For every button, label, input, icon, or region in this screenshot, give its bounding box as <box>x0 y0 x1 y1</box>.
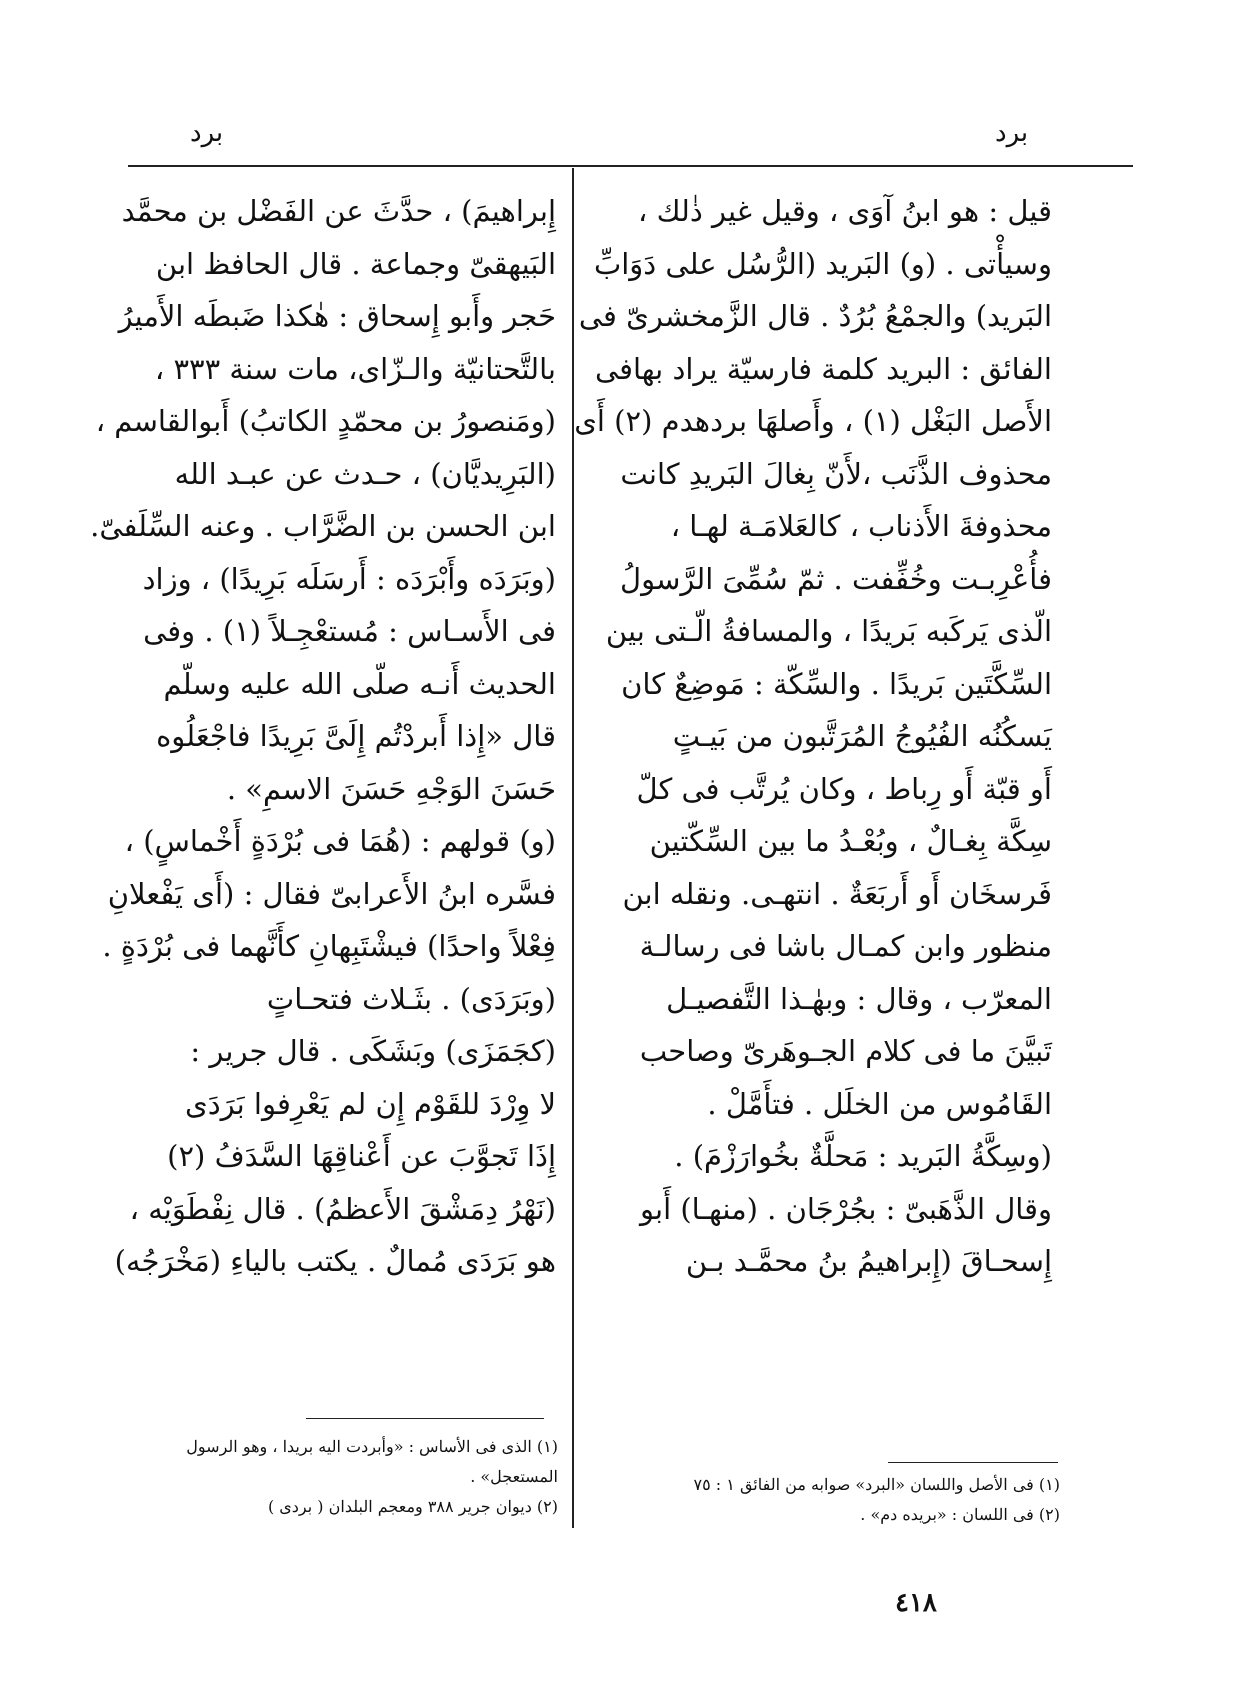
text-line: البَيهقىّ وجماعة . قال الحافظ ابن <box>155 246 556 281</box>
footnotes-left <box>118 1432 558 1522</box>
text-line: فى الأَسـاس : مُستعْجِـلاً (١) . وفى <box>143 614 556 648</box>
text-line: (و) قولهم : (هُمَا فى بُرْدَةٍ أَخْماسٍ) ، <box>124 824 556 858</box>
text-line: القَامُوس من الخلَل . فتأَمَّلْ . <box>707 1086 1052 1121</box>
text-line: تَبيَّنَ ما فى كلام الجـوهَرىّ وصاحب <box>639 1034 1052 1068</box>
text-line: الحديث أَنـه صلّى الله عليه وسلّم <box>163 666 556 701</box>
text-line: (كجَمَزَى) وبَشَكَى . قال جرير : <box>190 1034 556 1068</box>
text-line: حَسَنَ الوَجْهِ حَسَنَ الاسمِ» . <box>226 771 556 806</box>
text-line: فِعْلاً واحدًا) فيشْتَبِهانِ كأَنَّهما فى بُرْدَةٍ . <box>102 929 556 963</box>
text-line: هو بَرَدَى مُمالٌ . يكتب بالياءِ (مَخْرَجُه) <box>114 1244 556 1278</box>
left-column <box>90 185 556 1288</box>
text-line: محذوف الذَّنَب ،لأَنّ بِغالَ البَريدِ كانت <box>620 456 1052 491</box>
text-line: ابن الحسن بن الضَّرَّاب . وعنه السِّلَفىّ. <box>90 509 556 543</box>
header-left-word: برد <box>190 118 224 148</box>
text-line: (وبَرَدَى) . بثَـلاث فتحـاتٍ <box>266 981 556 1016</box>
text-line: (البَرِيديَّان) ، حـدث عن عبـد الله <box>174 456 556 491</box>
text-line: (وسِكَّةُ البَريد : مَحلَّةٌ بخُوارَزْمَ) . <box>674 1139 1052 1173</box>
text-line: إِسحـاقَ (إِبراهيمُ بنُ محمَّـد بـن <box>685 1244 1052 1278</box>
text-line: الفائق : البريد كلمة فارسيّة يراد بهافى <box>594 351 1052 386</box>
text-line: بالتَّحتانيّة والـزّاى، مات سنة ٣٣٣ ، <box>154 351 556 386</box>
text-line: (وبَرَدَه وأَبْرَدَه : أَرسَلَه بَرِيدًا) ، وزاد <box>142 561 556 596</box>
header-right-word: برد <box>995 118 1029 148</box>
footnote-rule-left <box>306 1418 544 1419</box>
text-line: فسَّره ابنُ الأَعرابىّ فقال : (أَى يَفْعلانِ <box>107 876 556 911</box>
text-line: وسيأْتى . (و) البَريد (الرُّسُل على دَوَابِّ <box>593 246 1052 281</box>
text-line: الأَصل البَغْل (١) ، وأَصلهَا بردهدم (٢) أَى <box>574 404 1052 438</box>
text-line: فَرسخَان أَو أَربَعَةٌ . انتهـى. ونقله ابن <box>622 876 1052 911</box>
footnotes-right <box>600 1470 1060 1530</box>
text-line: لا وِرْدَ للقَوْم إِن لم يَعْرِفوا بَرَدَى <box>185 1086 556 1121</box>
text-line: السِّكَّتَين بَريدًا . والسِّكّة : مَوضِعٌ كان <box>621 666 1052 701</box>
text-line: محذوفةَ الأَذناب ، كالعَلامَـة لهـا ، <box>670 509 1052 543</box>
top-rule <box>128 165 1133 167</box>
text-line: المعرّب ، وقال : وبهٰـذا التَّفصيـل <box>666 981 1052 1016</box>
text-line: منظور وابن كمـال باشا فى رسالـة <box>639 929 1052 963</box>
text-line: البَريد) والجمْعُ بُرُدٌ . قال الزَّمخشرىّ فى <box>578 299 1052 333</box>
footnote: (٢) فى اللسان : «بريده دم» . <box>860 1505 1060 1524</box>
text-line: الّذى يَركَبه بَريدًا ، والمسافةُ الّـتى بين <box>605 614 1052 648</box>
text-line: وقال الذَّهَبىّ : بجُرْجَان . (منهـا) أَبو <box>640 1191 1052 1226</box>
footnote: المستعجل» . <box>470 1467 558 1486</box>
right-column <box>574 185 1052 1288</box>
text-line: يَسكُنُه الفُيُوجُ المُرَتَّبون من بَيـتٍ <box>672 719 1052 753</box>
text-line: سِكَّة بِغـالٌ ، وبُعْـدُ ما بين السِّكّتين <box>649 824 1052 858</box>
text-line: فأُعْرِبـت وخُفِّفت . ثمّ سُمِّىَ الرَّسولُ <box>620 561 1052 596</box>
text-line: أَو قبّة أَو رِباط ، وكان يُرتَّب فى كلّ <box>636 771 1052 806</box>
text-line: قيل : هو ابنُ آوَى ، وقيل غير ذٰلك ، <box>638 194 1052 228</box>
text-line: قال «إِذا أَبردْتُم إِلَىَّ بَرِيدًا فاجْعَلُوه <box>156 719 556 753</box>
text-line: (ومَنصورُ بن محمّدٍ الكاتبُ) أَبوالقاسم ، <box>95 404 556 438</box>
text-line: (نَهْرُ دِمَشْقَ الأَعظمُ) . قال نِفْطَوَيْه ، <box>129 1191 556 1226</box>
footnote: (١) فى الأصل واللسان «البرد» صوابه من الفائق ١ : ٧٥ <box>693 1475 1060 1494</box>
text-line: إِبراهيمَ) ، حدَّثَ عن الفَضْل بن محمَّد <box>121 194 556 228</box>
column-divider <box>572 168 574 1528</box>
footnote: (١) الذى فى الأساس : «وأبردت اليه بريدا ، وهو الرسول <box>186 1437 558 1456</box>
footnote-rule-right <box>888 1462 1058 1463</box>
footnote: (٢) ديوان جرير ٣٨٨ ومعجم البلدان ( بردى ) <box>267 1497 558 1516</box>
text-line: حَجر وأَبو إِسحاق : هٰكذا ضَبطَه الأَميرُ <box>118 299 556 333</box>
page-number: ٤١٨ <box>895 1588 937 1618</box>
text-line: إِذَا تَجوَّبَ عن أَعْناقِهَا السَّدَفُ (٢) <box>167 1139 556 1173</box>
